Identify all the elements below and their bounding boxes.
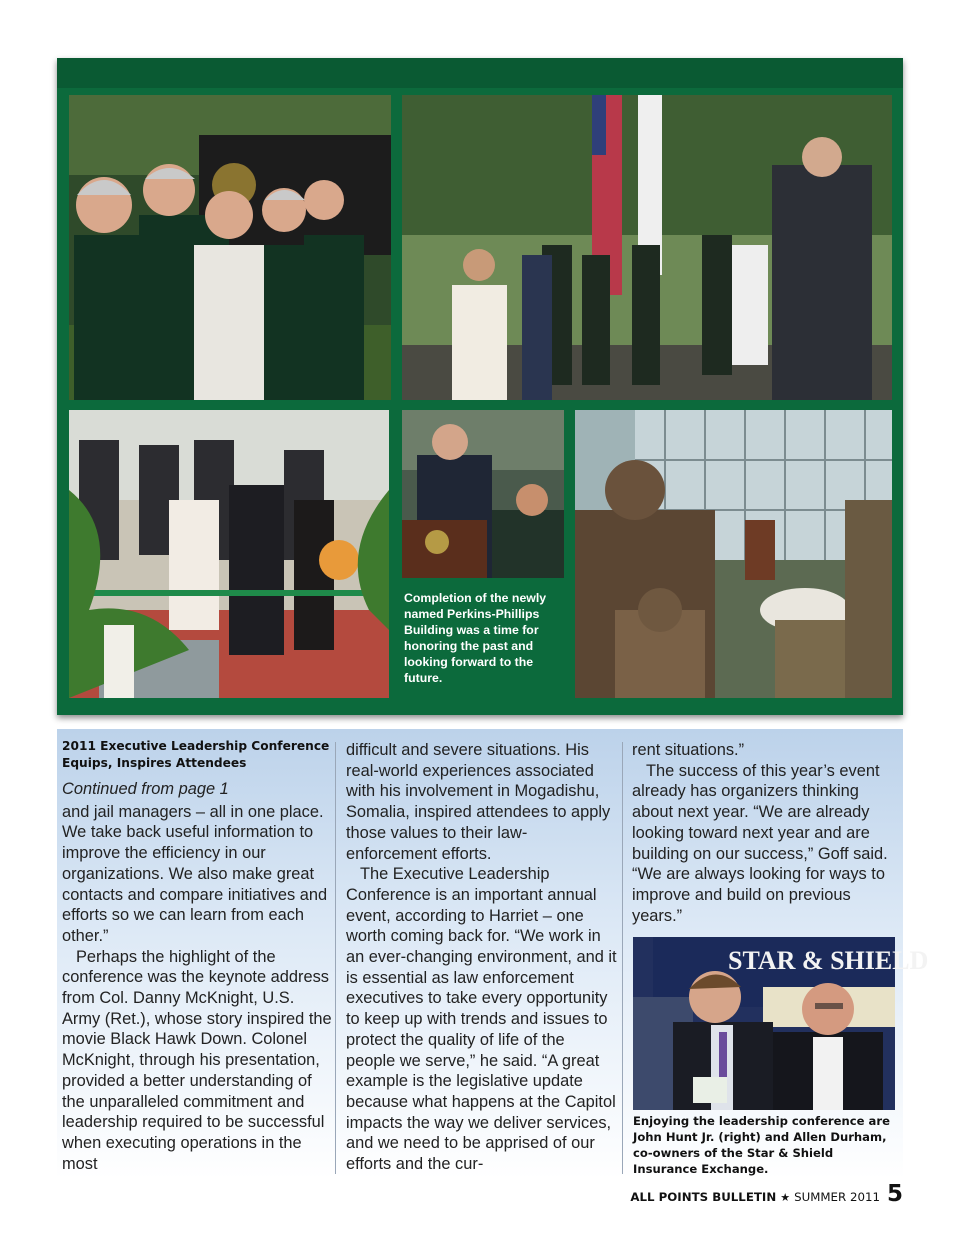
article-paragraph: The Executive Leadership Conference is an important annual event, according to Harriet – one worth coming back for. “We work in an ever-changing environment, and it is essential as law enforcement executives to take every opportunity to keep up with trends and issues to protect the quality of life of the people we serve,” he said. “A great example is the legislative update because what happens at the Capitol impacts the way we deliver services, and we need to be apprised of our efforts and the cur- (346, 865, 617, 1174)
article-paragraph: difficult and severe situations. His real-world experiences associated with his involvement in Mogadishu, Somalia, inspired attendees to apply those values to their law-enforcement efforts. (346, 741, 611, 863)
article-paragraph: Perhaps the highlight of the conference was the keynote address from Col. Danny McKnight, U.S. Army (Ret.), whose story inspired the movie Black Hawk Down. Colonel McKnight, through his presentation, provided a better understanding of the unparalleled commitment and leadership required to be successful when executing operations in the most (62, 947, 332, 1173)
issue-label: SUMMER 2011 (794, 1190, 880, 1204)
photo-statue-building (575, 410, 892, 698)
panel-top-band (57, 58, 903, 88)
star-icon: ★ (780, 1191, 791, 1204)
article-paragraph: The success of this year’s event already has organizers thinking about next year. “We are already looking toward next year and are building on our success,” Goff said. “We are always looking for ways to improve and build on previous years.” (632, 761, 888, 925)
column-divider (335, 742, 336, 1174)
article-column-2 (346, 740, 618, 1175)
photo-officers-memorial (69, 95, 391, 400)
sidebar-photo-caption: Enjoying the leadership conference are John Hunt Jr. (right) and Allen Durham, co-owners of the Star & Shield Insurance Exchange. (633, 1114, 890, 1176)
continued-from-note: Continued from page 1 (62, 780, 229, 798)
page-number: 5 (886, 1181, 903, 1207)
article-headline: 2011 Executive Leadership Conference Equips, Inspires Attendees (62, 739, 330, 770)
photo-star-shield-owners (633, 937, 929, 1110)
article-paragraph: and jail managers – all in one place. We take back useful information to improve the efficiency in our organizations. We also make great contacts and compare initiatives and efforts so we can learn from each other.” (62, 802, 328, 945)
article-paragraph: rent situations.” (632, 741, 745, 759)
photo-caption: Completion of the newly named Perkins-Phillips Building was a time for honoring the past and looking forward to the future. (404, 591, 547, 685)
article-column-1 (62, 738, 334, 1174)
column-divider (622, 742, 623, 1174)
article-column-3 (632, 740, 900, 926)
photo-speaker-podium (402, 410, 564, 578)
publication-name: ALL POINTS BULLETIN (630, 1190, 777, 1204)
page-footer (630, 1181, 903, 1207)
sidebar-photo-banner: STAR & SHIELD (728, 946, 929, 975)
photo-color-guard (402, 95, 892, 400)
photo-ribbon-cutting (69, 410, 389, 698)
